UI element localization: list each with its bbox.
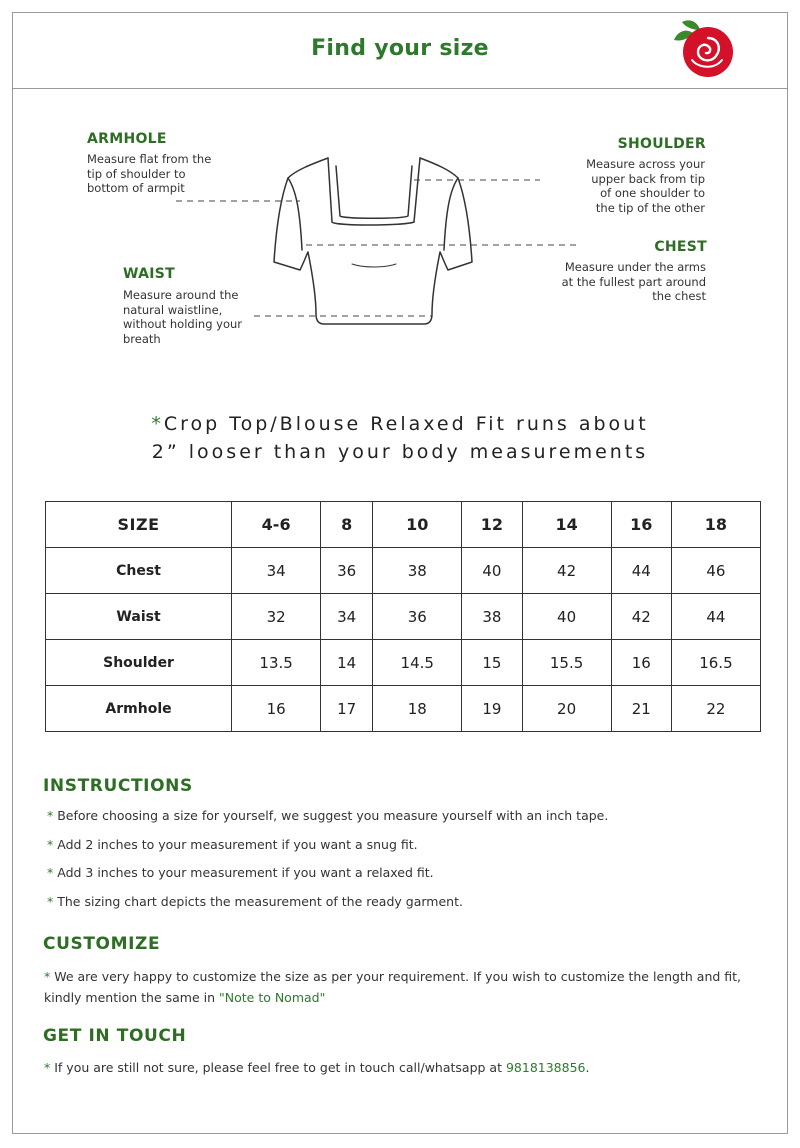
table-row-waist (46, 594, 761, 640)
table-row-armhole (46, 686, 761, 732)
table-cell: 16 (232, 686, 321, 732)
contact-text: * If you are still not sure, please feel free to get in touch call/whatsapp at 9818138856. (44, 1060, 590, 1075)
customize-text: * We are very happy to customize the size as per your requirement. If you wish to customize the length and fit, kindly mention the same in "Note to Nomad" (44, 969, 742, 1005)
armhole-label: ARMHOLE (87, 131, 167, 147)
table-cell: 40 (462, 548, 522, 594)
phone-number[interactable]: 9818138856 (505, 1060, 586, 1075)
table-cell: 20 (522, 686, 611, 732)
size-header: 10 (373, 502, 462, 548)
fit-note (0, 410, 800, 466)
table-cell: 42 (611, 594, 671, 640)
row-label: Waist (46, 594, 232, 640)
rose-logo-icon (670, 16, 736, 78)
table-row-chest (46, 548, 761, 594)
note-to-nomad-highlight: "Note to Nomad" (219, 990, 326, 1005)
crop-top-illustration (160, 140, 580, 340)
table-cell: 17 (321, 686, 373, 732)
size-header: 18 (671, 502, 760, 548)
customize-title: CUSTOMIZE (43, 934, 161, 954)
size-header: 8 (321, 502, 373, 548)
table-cell: 14.5 (373, 640, 462, 686)
row-label: Shoulder (46, 640, 232, 686)
instruction-item: * Add 3 inches to your measurement if you want a relaxed fit. (47, 865, 434, 880)
table-cell: 15 (462, 640, 522, 686)
table-cell: 21 (611, 686, 671, 732)
table-header-row (46, 502, 761, 548)
row-label: Chest (46, 548, 232, 594)
table-cell: 34 (321, 594, 373, 640)
waist-description: Measure around the natural waistline, without holding your breath (123, 288, 243, 346)
chest-description: Measure under the arms at the fullest part around the chest (561, 260, 706, 303)
shoulder-label: SHOULDER (617, 136, 706, 152)
row-label: Armhole (46, 686, 232, 732)
fit-note-line-1: Crop Top/Blouse Relaxed Fit runs about (163, 413, 649, 435)
size-header-label: SIZE (46, 502, 232, 548)
shoulder-description: Measure across your upper back from tip of one shoulder to the tip of the other (586, 157, 705, 215)
table-cell: 46 (671, 548, 760, 594)
table-cell: 34 (232, 548, 321, 594)
fit-note-star: * (151, 413, 164, 435)
page-title: Find your size (311, 36, 489, 61)
contact-title: GET IN TOUCH (43, 1026, 187, 1046)
table-cell: 40 (522, 594, 611, 640)
table-cell: 44 (671, 594, 760, 640)
table-cell: 36 (373, 594, 462, 640)
table-cell: 38 (373, 548, 462, 594)
table-cell: 19 (462, 686, 522, 732)
size-header: 12 (462, 502, 522, 548)
table-cell: 15.5 (522, 640, 611, 686)
instruction-item: * Before choosing a size for yourself, we suggest you measure yourself with an inch tape. (47, 808, 609, 823)
instructions-title: INSTRUCTIONS (43, 776, 193, 796)
table-cell: 42 (522, 548, 611, 594)
waist-label: WAIST (123, 266, 175, 282)
instruction-item: * Add 2 inches to your measurement if you want a snug fit. (47, 837, 418, 852)
table-cell: 44 (611, 548, 671, 594)
table-cell: 13.5 (232, 640, 321, 686)
size-header: 16 (611, 502, 671, 548)
table-cell: 14 (321, 640, 373, 686)
size-chart-table (45, 501, 761, 732)
table-cell: 16.5 (671, 640, 760, 686)
instruction-item: * The sizing chart depicts the measurement of the ready garment. (47, 894, 463, 909)
size-header: 4-6 (232, 502, 321, 548)
header-divider (12, 88, 788, 89)
table-cell: 32 (232, 594, 321, 640)
chest-label: CHEST (654, 239, 707, 255)
fit-note-line-2: 2” looser than your body measurements (151, 441, 649, 463)
armhole-description: Measure flat from the tip of shoulder to bottom of armpit (87, 152, 212, 195)
table-cell: 22 (671, 686, 760, 732)
table-cell: 18 (373, 686, 462, 732)
table-row-shoulder (46, 640, 761, 686)
table-cell: 16 (611, 640, 671, 686)
table-cell: 38 (462, 594, 522, 640)
size-header: 14 (522, 502, 611, 548)
table-cell: 36 (321, 548, 373, 594)
